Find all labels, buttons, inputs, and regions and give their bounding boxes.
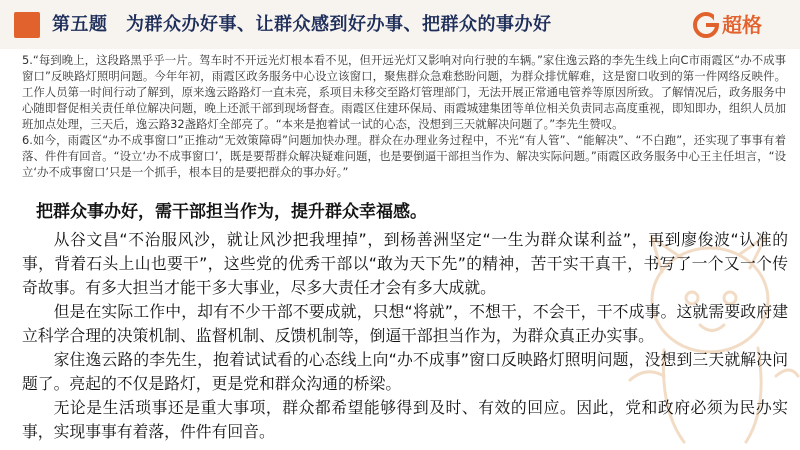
logo-g-icon <box>692 11 720 39</box>
source-material <box>22 52 786 180</box>
essay-section <box>22 200 788 444</box>
material-paragraph-6: 6.如今，雨霞区“办不成事窗口”正推动“无效策障碍”问题加快办理。群众在办理业务过程中，不光“有人管”、“能解决”、“不白跑”，还实现了事事有着落、件件有回音。“设立‘办不成事窗口’，既是要帮群众解决疑难问题，也是要倒逼干部担当作为、解决实际问题。”雨霞区政务服务中心王主任坦言，“设立‘办不成事窗口’只是一个抓手，根本目的是要把群众的事办好。” <box>22 133 786 179</box>
header-accent-block <box>14 12 40 38</box>
brand-logo <box>692 9 792 41</box>
material-paragraph-5: 5.“每到晚上，这段路黑乎乎一片。驾车时不开远光灯根本看不见，但开远光灯又影响对向行驶的车辆。”家住逸云路的李先生线上向C市雨霞区“办不成事窗口”反映路灯照明问题。今年年初，雨霞区政务服务中心设立该窗口，聚焦群众急难愁盼问题，为群众排忧解难，这是窗口收到的第一件网络反映件。工作人员第一时间行动了解到，原来逸云路路灯一直未亮，系项目未移交至路灯管理部门，无法开展正常通电管养等原因所致。了解情况后，政务服务中心随即督促相关责任单位解决问题，晚上还派干部到现场督查。雨霞区住建环保局、雨霞城建集团等单位相关负责同志高度重视，即知即办，组织人员加班加点处理，三天后，逸云路32盏路灯全部亮了。“本来是抱着试一试的心态，没想到三天就解决问题了。”李先生赞叹。 <box>22 53 786 131</box>
essay-paragraph-1: 从谷文昌“不治服风沙，就让风沙把我埋掉”，到杨善洲坚定“一生为群众谋利益”，再到廖俊波“认准的事，背着石头上山也要干”，这些党的优秀干部以“敢为天下先”的精神，苦干实干真干，书写了一个又一个传奇故事。有多大担当才能干多大事业，尽多大责任才会有多大成就。 <box>22 230 788 297</box>
essay-heading: 把群众事办好，需干部担当作为，提升群众幸福感。 <box>36 202 427 222</box>
essay-paragraph-3: 家住逸云路的李先生，抱着试试看的心态线上向“办不成事”窗口反映路灯照明问题，没想到三天就解决问题了。亮起的不仅是路灯，更是党和群众沟通的桥梁。 <box>22 350 788 393</box>
essay-paragraph-4: 无论是生活琐事还是重大事项，群众都希望能够得到及时、有效的回应。因此，党和政府必须为民办实事，实现事事有着落，件件有回音。 <box>22 398 788 441</box>
logo-text: 超格 <box>722 13 762 37</box>
essay-paragraph-2: 但是在实际工作中，却有不少干部不要成就，只想“将就”，不想干，不会干，干不成事。这就需要政府建立科学合理的决策机制、监督机制、反馈机制等，倒逼干部担当作为，为群众真正办实事。 <box>22 302 788 345</box>
page-title: 第五题 为群众办好事、让群众感到好办事、把群众的事办好 <box>52 14 552 35</box>
header-bar <box>0 0 800 49</box>
